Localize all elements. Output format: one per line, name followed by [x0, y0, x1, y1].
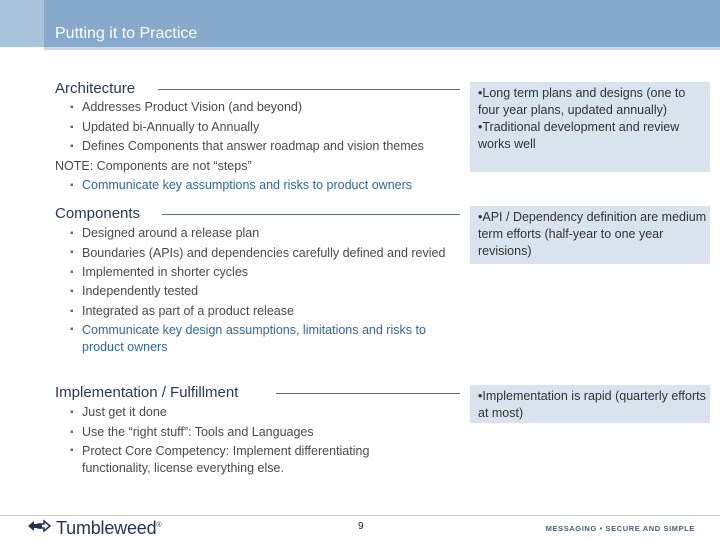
list-item: ▪ Integrated as part of a product release: [70, 303, 294, 318]
header-divider: [44, 47, 720, 50]
architecture-bullets: [55, 98, 424, 196]
list-item: ▪ Just get it done: [70, 405, 167, 419]
section-heading-components: Components: [55, 205, 141, 222]
slide-title: Putting it to Practice: [55, 25, 198, 42]
list-item: ▪ Updated bi-Annually to Annually: [70, 119, 260, 134]
components-bullets: [68, 224, 468, 357]
page-number: 9: [358, 521, 364, 532]
list-item: ▪ Use the “right stuff”: Tools and Languages: [70, 424, 314, 439]
logo-text: Tumbleweed®: [56, 517, 162, 538]
section-rule: [162, 214, 460, 215]
list-item: ▪ Designed around a release plan: [70, 226, 260, 240]
list-item: ▪ Communicate key design assumptions, limitations and risks to product owners: [70, 323, 426, 354]
implementation-callout: •Implementation is rapid (quarterly efforts at most): [470, 385, 710, 423]
section-heading-implementation: Implementation / Fulfillment: [55, 384, 239, 401]
section-rule: [276, 393, 460, 394]
architecture-callout: •Long term plans and designs (one to four year plans, updated annually) •Traditional development and review works well: [470, 82, 710, 172]
components-callout: •API / Dependency definition are medium term efforts (half-year to one year revisions): [470, 206, 710, 264]
list-item: ▪ Boundaries (APIs) and dependencies carefully defined and revied: [70, 245, 446, 260]
section-rule: [158, 89, 460, 90]
list-item: ▪ Implemented in shorter cycles: [70, 264, 249, 279]
tumbleweed-logo-icon: [26, 518, 52, 539]
list-item: ▪ Defines Components that answer roadmap and vision themes: [70, 139, 424, 153]
list-item: ▪ Independently tested: [70, 284, 199, 298]
tumbleweed-logo: [26, 518, 161, 538]
slide-header: [0, 0, 720, 47]
list-item: ▪ Communicate key assumptions and risks to product owners: [70, 178, 413, 192]
footer-divider: [0, 515, 720, 516]
section-heading-architecture: Architecture: [55, 80, 136, 97]
list-item: ▪ Protect Core Competency: Implement differentiating functionality, license everything else.: [70, 444, 370, 475]
list-item: NOTE: Components are not “steps”: [55, 158, 252, 173]
footer-tagline: MESSAGING • SECURE AND SIMPLE: [545, 524, 695, 533]
header-accent-block: [0, 0, 44, 47]
implementation-bullets: [68, 403, 428, 478]
list-item: ▪ Addresses Product Vision (and beyond): [70, 100, 303, 114]
